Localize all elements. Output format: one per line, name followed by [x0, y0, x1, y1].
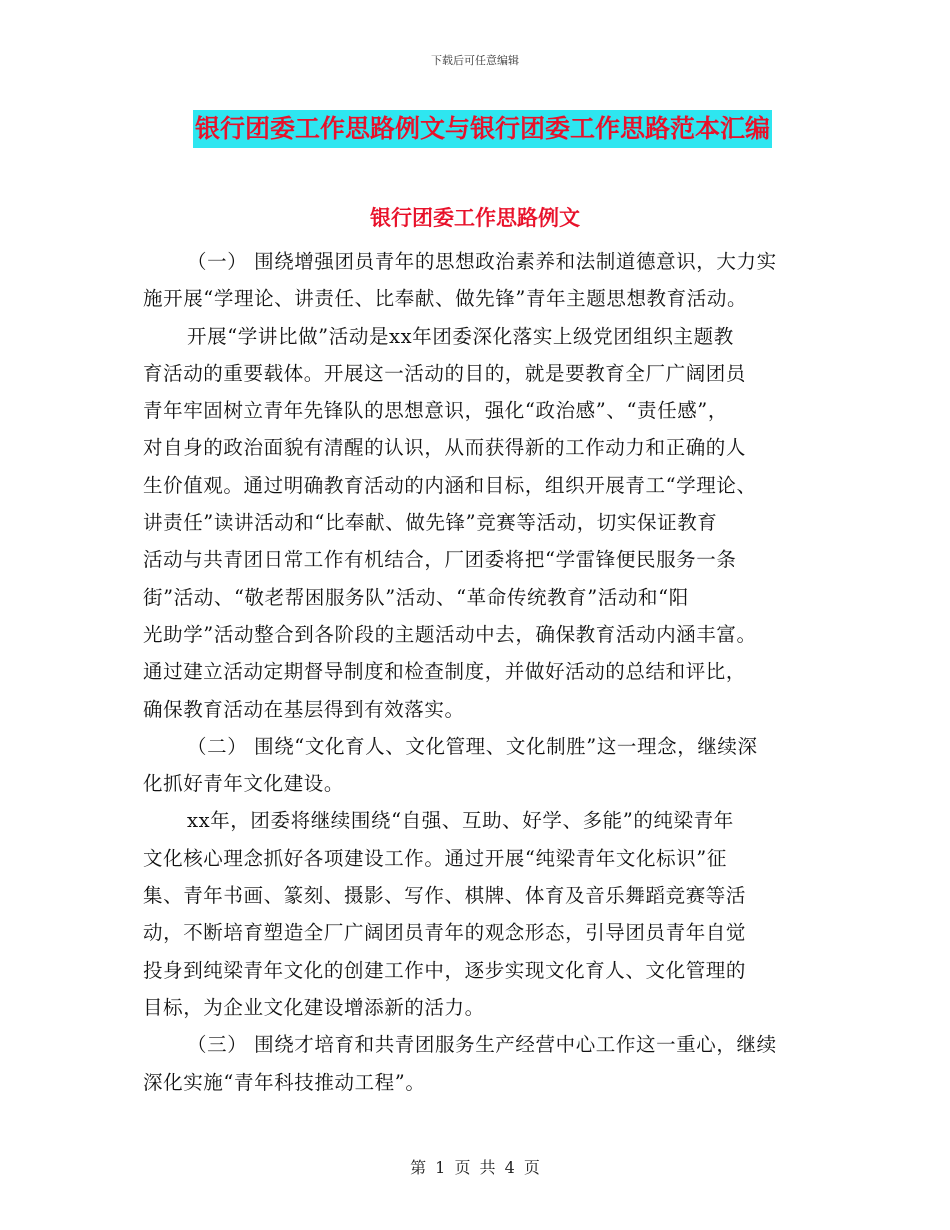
- paragraph-line: xx年，团委将继续围绕“自强、互助、好学、多能”的纯梁青年: [187, 809, 734, 833]
- paragraph-line: 对自身的政治面貌有清醒的认识，从而获得新的工作动力和正确的人: [143, 436, 747, 460]
- page-footer: 第 1 页 共 4 页: [410, 1158, 540, 1177]
- paragraph-line: （一） 围绕增强团员青年的思想政治素养和法制道德意识，大力实: [187, 250, 777, 273]
- paragraph-line: （三） 围绕才培育和共青团服务生产经营中心工作这一重心，继续: [187, 1033, 777, 1057]
- paragraph-line: 育活动的重要载体。开展这一活动的目的，就是要教育全厂广阔团员: [143, 361, 747, 385]
- paragraph-line: 开展“学讲比做”活动是xx年团委深化落实上级党团组织主题教: [187, 324, 734, 348]
- header-note: 下载后可任意编辑: [431, 54, 519, 67]
- body-text: [143, 243, 807, 1101]
- paragraph-line: 讲责任”读讲活动和“比奉献、做先锋”竞赛等活动，切实保证教育: [143, 511, 718, 535]
- paragraph-line: 集、青年书画、篆刻、摄影、写作、棋牌、体育及音乐舞蹈竞赛等活: [143, 884, 747, 908]
- paragraph-line: 街”活动、“敬老帮困服务队”活动、“革命传统教育”活动和“阳: [143, 585, 689, 609]
- paragraph-line: 投身到纯梁青年文化的创建工作中，逐步实现文化育人、文化管理的: [143, 958, 747, 982]
- paragraph-line: 目标，为企业文化建设增添新的活力。: [143, 995, 485, 1019]
- paragraph-line: 青年牢固树立青年先锋队的思想意识，强化“政治感”、“责任感”，: [143, 399, 728, 423]
- paragraph-line: 确保教育活动在基层得到有效落实。: [143, 697, 465, 721]
- paragraph-line: 文化核心理念抓好各项建设工作。通过开展“纯梁青年文化标识”征: [143, 846, 727, 870]
- paragraph-line: （二） 围绕“文化育人、文化管理、文化制胜”这一理念，继续深: [187, 734, 758, 758]
- paragraph-line: 通过建立活动定期督导制度和检查制度，并做好活动的总结和评比，: [143, 660, 747, 684]
- paragraph-line: 生价值观。通过明确教育活动的内涵和目标，组织开展青工“学理论、: [143, 473, 757, 497]
- paragraph-line: 光助学”活动整合到各阶段的主题活动中去，确保教育活动内涵丰富。: [143, 622, 757, 646]
- document-title: 银行团委工作思路例文与银行团委工作思路范本汇编: [193, 110, 772, 148]
- paragraph-line: 施开展“学理论、讲责任、比奉献、做先锋”青年主题思想教育活动。: [143, 287, 748, 311]
- paragraph-line: 深化实施“青年科技推动工程”。: [143, 1070, 426, 1094]
- section-title: 银行团委工作思路例文: [370, 206, 580, 230]
- paragraph-line: 活动与共青团日常工作有机结合，厂团委将把“学雷锋便民服务一条: [143, 548, 737, 572]
- paragraph-line: 动，不断培育塑造全厂广阔团员青年的观念形态，引导团员青年自觉: [143, 921, 747, 945]
- paragraph-line: 化抓好青年文化建设。: [143, 772, 345, 796]
